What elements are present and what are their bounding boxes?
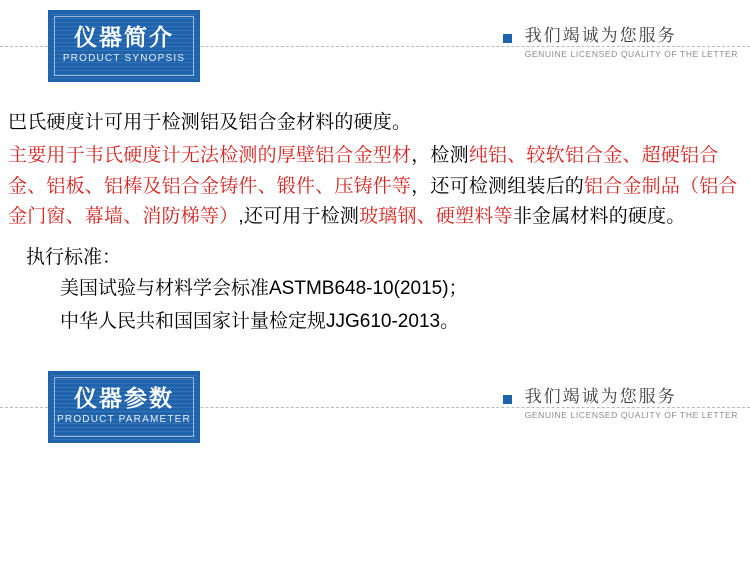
- text-highlight-4: 玻璃钢、硬塑料等: [359, 206, 513, 228]
- text-highlight-2: 纯铝、较软铝合金、超硬铝合金、铝板、铝棒及铝合金铸件、锻件、压铸件等: [8, 144, 719, 197]
- section-badge-synopsis: [48, 10, 200, 82]
- text-plain-3: ,还可用于检测: [238, 206, 360, 228]
- text-plain-1: ，检测: [411, 144, 469, 166]
- text-highlight-1: 主要用于韦氏硬度计无法检测的厚壁铝合金型材: [8, 144, 412, 166]
- text-highlight-3: 铝合金制品（铝合金门窗、幕墙、消防梯等）: [8, 175, 738, 228]
- service-slogan-parameter: [525, 387, 738, 420]
- text-plain-4: 非金属材料的硬度。: [512, 206, 686, 228]
- slogan-cn: 我们竭诚为您服务: [524, 26, 677, 45]
- slogan-en-2: GENUINE LICENSED QUALITY OF THE LETTER: [524, 410, 738, 421]
- standard-item-astm: 美国试验与材料学会标准ASTMB648-10(2015)；: [60, 278, 468, 300]
- section-title-en: PRODUCT SYNOPSIS: [62, 53, 186, 65]
- section-badge-parameter: [48, 371, 200, 443]
- section-header-parameter: [0, 361, 750, 453]
- paragraph-intro: 巴氏硬度计可用于检测铝及铝合金材料的硬度。: [8, 112, 412, 133]
- standards-label: 执行标准：: [26, 247, 122, 269]
- section-title-en-2: PRODUCT PARAMETER: [57, 414, 191, 426]
- square-marker-icon: [503, 34, 512, 43]
- section-title-cn-2: 仪器参数: [74, 384, 174, 411]
- product-synopsis-content: [0, 92, 750, 339]
- square-marker-icon-2: [503, 395, 512, 404]
- text-plain-2: ，还可检测组装后的: [411, 175, 585, 197]
- standard-item-jjg: 中华人民共和国国家计量检定规JJG610-2013。: [60, 311, 460, 333]
- paragraph-applications: [8, 141, 742, 233]
- service-slogan-synopsis: [525, 26, 738, 59]
- slogan-en: GENUINE LICENSED QUALITY OF THE LETTER: [524, 49, 738, 60]
- section-header-synopsis: [0, 0, 750, 92]
- section-title-cn: 仪器简介: [74, 24, 174, 50]
- slogan-cn-2: 我们竭诚为您服务: [524, 386, 677, 406]
